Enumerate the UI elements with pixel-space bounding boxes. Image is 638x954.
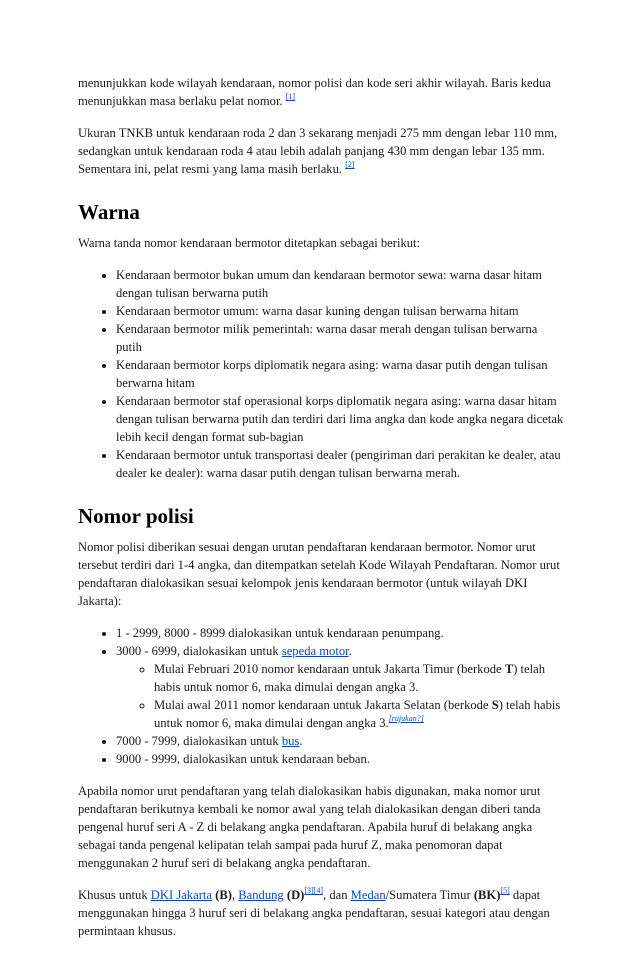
nomor-paragraph-2: Apabila nomor urut pendaftaran yang telah dialokasikan habis digunakan, maka nomor urut pendaftaran berikutnya kembali ke nomor awal yang telah dialokasikan dengan diberi tanda pengenal huruf seri A - Z di belakang angka pendaftaran. Apabila huruf di belakang angka sebagai tanda pengenal kelipatan telah sampai pada huruf Z, maka penomoran dapat menggunakan 2 huruf seri di belakang angka pendaftaran. (78, 784, 541, 870)
citation-link-2[interactable]: [2] (345, 160, 355, 169)
section-heading-nomor-polisi: Nomor polisi (78, 504, 194, 528)
nomor-paragraph-3: Khusus untuk DKI Jakarta (B), Bandung (D)[3][4], dan Medan/Sumatera Timur (BK)[5] dapat menggunakan hingga 3 huruf seri di belakang angka pendaftaran, sesuai kategori atau dengan permintaan khusus. (78, 886, 550, 938)
citation-link-1[interactable]: [1] (285, 92, 296, 101)
list-item: ◦ Mulai Februari 2010 nomor kendaraan untuk Jakarta Timur (berkode T) telah habis untuk nomor 6, maka dimulai dengan angka 3. (154, 660, 566, 696)
list-item: • Kendaraan bermotor staf operasional korps diplomatik negara asing: warna dasar hitam dengan tulisan berwarna putih dan terdiri dari lima angka dan kode angka negara dicetak lebih kecil dengan format sub-bagian (116, 392, 566, 446)
nested-list (116, 660, 566, 732)
list-item: • 1 - 2999, 8000 - 8999 dialokasikan untuk kendaraan penumpang. (116, 624, 566, 642)
link-medan[interactable]: Medan (350, 888, 386, 902)
list-item: • Kendaraan bermotor umum: warna dasar kuning dengan tulisan berwarna hitam (116, 302, 566, 320)
link-bus[interactable]: bus (281, 734, 300, 748)
link-dki-jakarta[interactable]: DKI Jakarta (150, 888, 212, 902)
document-page (78, 74, 566, 954)
list-item: • Kendaraan bermotor milik pemerintah: warna dasar merah dengan tulisan berwarna putih (116, 320, 566, 356)
citation-link-5[interactable]: [5] (500, 886, 510, 895)
intro-paragraph-1: menunjukkan kode wilayah kendaraan, nomor polisi dan kode seri akhir wilayah. Baris kedua menunjukkan masa berlaku pelat nomor. [1] (78, 76, 551, 108)
nomor-paragraph-1: Nomor polisi diberikan sesuai dengan urutan pendaftaran kendaraan bermotor. Nomor urut tersebut terdiri dari 1-4 angka, dan ditempatkan setelah Kode Wilayah Pendaftaran. Nomor urut pendaftaran dialokasikan sesuai kelompok jenis kendaraan bermotor (untuk wilayah DKI Jakarta): (78, 540, 560, 608)
warna-list (78, 266, 566, 482)
intro-paragraph-2: Ukuran TNKB untuk kendaraan roda 2 dan 3 sekarang menjadi 275 mm dengan lebar 110 mm, sedangkan untuk kendaraan roda 4 atau lebih adalah panjang 430 mm dengan lebar 135 mm. Sementara ini, pelat resmi yang lama masih berlaku. [2] (78, 126, 558, 176)
link-bandung[interactable]: Bandung (238, 888, 284, 902)
nomor-list (78, 624, 566, 768)
list-item: • Kendaraan bermotor korps diplomatik negara asing: warna dasar putih dengan tulisan berwarna hitam (116, 356, 566, 392)
list-item: • 3000 - 6999, dialokasikan untuk sepeda motor. ◦ Mulai Februari 2010 nomor kendaraan untuk Jakarta Timur (berkode T) telah habis untuk nomor 6, maka dimulai dengan angka 3. ◦ Mulai awal 2011 nomor kendaraan untuk Jakarta Selatan (berkode S) telah habis untuk nomor 6, maka dimulai dengan angka 3.[rujukan?] (116, 642, 566, 732)
citation-needed-link[interactable]: [rujukan?] (388, 714, 424, 723)
list-item: ◦ Mulai awal 2011 nomor kendaraan untuk Jakarta Selatan (berkode S) telah habis untuk nomor 6, maka dimulai dengan angka 3.[rujukan?] (154, 696, 566, 732)
link-sepeda-motor[interactable]: sepeda motor (281, 644, 349, 658)
citation-link-3-4[interactable]: [3][4] (304, 886, 324, 895)
list-item: • 7000 - 7999, dialokasikan untuk bus. (116, 732, 566, 750)
list-item: • 9000 - 9999, dialokasikan untuk kendaraan beban. (116, 750, 566, 768)
list-item: • Kendaraan bermotor bukan umum dan kendaraan bermotor sewa: warna dasar hitam dengan tulisan berwarna putih (116, 266, 566, 302)
list-item: • Kendaraan bermotor untuk transportasi dealer (pengiriman dari perakitan ke dealer, atau dealer ke dealer): warna dasar putih dengan tulisan berwarna merah. (116, 446, 566, 482)
warna-lead: Warna tanda nomor kendaraan bermotor ditetapkan sebagai berikut: (78, 236, 421, 250)
section-heading-warna: Warna (78, 200, 140, 224)
